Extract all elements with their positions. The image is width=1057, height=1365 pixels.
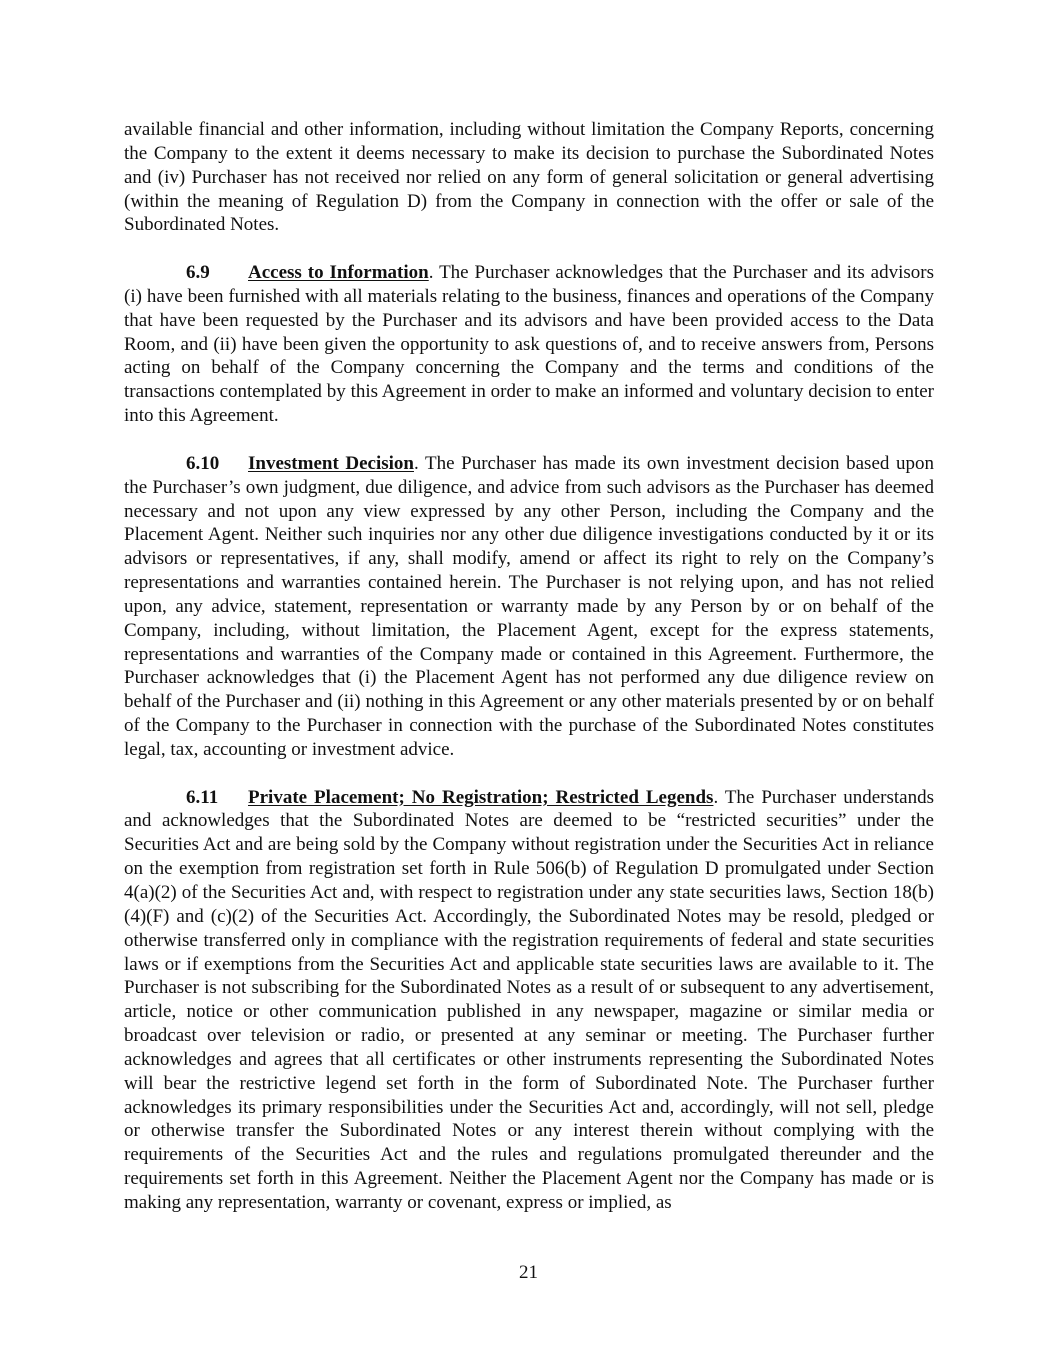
section-heading: Private Placement; No Registration; Restricted Legends — [248, 786, 714, 808]
section-number: 6.10 — [186, 452, 220, 474]
section-6-9 — [124, 261, 934, 428]
section-body: . The Purchaser acknowledges that the Purchaser and its advisors (i) have been furnished with all materials relating to the business, finances and operations of the Company that have been requested by the Purchaser and its advisors and have been provided access to the Data Room, and (ii) have been given the opportunity to ask questions of, and to receive answers from, Persons acting on behalf of the Company concerning the Company and the terms and conditions of the transactions contemplated by this Agreement in order to make an informed and voluntary decision to enter into this Agreement. — [124, 262, 934, 427]
section-6-10 — [124, 452, 934, 762]
section-number: 6.9 — [186, 262, 210, 284]
section-number: 6.11 — [186, 786, 219, 808]
section-heading: Access to Information — [248, 262, 429, 284]
section-body: . The Purchaser understands and acknowledges that the Subordinated Notes are deemed to be “restricted securities” under the Securities Act and are being sold by the Company without registration under the Securities Act in reliance on the exemption from registration set forth in Rule 506(b) of Regulation D promulgated under Section 4(a)(2) of the Securities Act and, with respect to registration under any state securities laws, Section 18(b) (4)(F) and (c)(2) of the Securities Act. Accordingly, the Subordinated Notes may be resold, pledged or otherwise transferred only in compliance with the registration requirements of federal and state securities laws or if exemptions from the Securities Act and applicable state securities laws are available to it. The Purchaser is not subscribing for the Subordinated Notes as a result of or subsequent to any advertisement, article, notice or other communication published in any newspaper, magazine or similar media or broadcast over television or radio, or presented at any seminar or meeting. The Purchaser further acknowledges and agrees that all certificates or other instruments representing the Subordinated Notes will bear the restrictive legend set forth in the form of Subordinated Note. The Purchaser further acknowledges its primary responsibilities under the Securities Act and, accordingly, will not sell, pledge or otherwise transfer the Subordinated Notes or any interest therein without complying with the requirements of the Securities Act and the rules and regulations promulgated thereunder and the requirements set forth in this Agreement. Neither the Placement Agent nor the Company has made or is making any representation, warranty or covenant, express or implied, as — [124, 786, 934, 1213]
intro-paragraph: available financial and other information, including without limitation the Company Reports, concerning the Company to the extent it deems necessary to make its decision to purchase the Subordinated Notes and (iv) Purchaser has not received nor relied on any form of general solicitation or general advertising (within the meaning of Regulation D) from the Company in connection with the offer or sale of the Subordinated Notes. — [124, 119, 934, 236]
page-number: 21 — [519, 1262, 538, 1283]
section-6-11 — [124, 786, 934, 1215]
document-page — [124, 118, 934, 1239]
section-body: . The Purchaser has made its own investment decision based upon the Purchaser’s own judgment, due diligence, and advice from such advisors as the Purchaser has deemed necessary and not upon any view expressed by any other Person, including the Company and the Placement Agent. Neither such inquiries nor any other due diligence investigations conducted by it or its advisors or representatives, if any, shall modify, amend or affect its right to rely on the Company’s representations and warranties contained herein. The Purchaser is not relying upon, and has not relied upon, any advice, statement, representation or warranty made by any Person by or on behalf of the Company, including, without limitation, the Placement Agent, except for the express statements, representations and warranties of the Company made or contained in this Agreement. Furthermore, the Purchaser acknowledges that (i) the Placement Agent has not performed any due diligence review on behalf of the Purchaser and (ii) nothing in this Agreement or any other materials presented by or on behalf of the Company to the Purchaser in connection with the purchase of the Subordinated Notes constitutes legal, tax, accounting or investment advice. — [124, 452, 934, 760]
section-heading: Investment Decision — [248, 452, 414, 474]
